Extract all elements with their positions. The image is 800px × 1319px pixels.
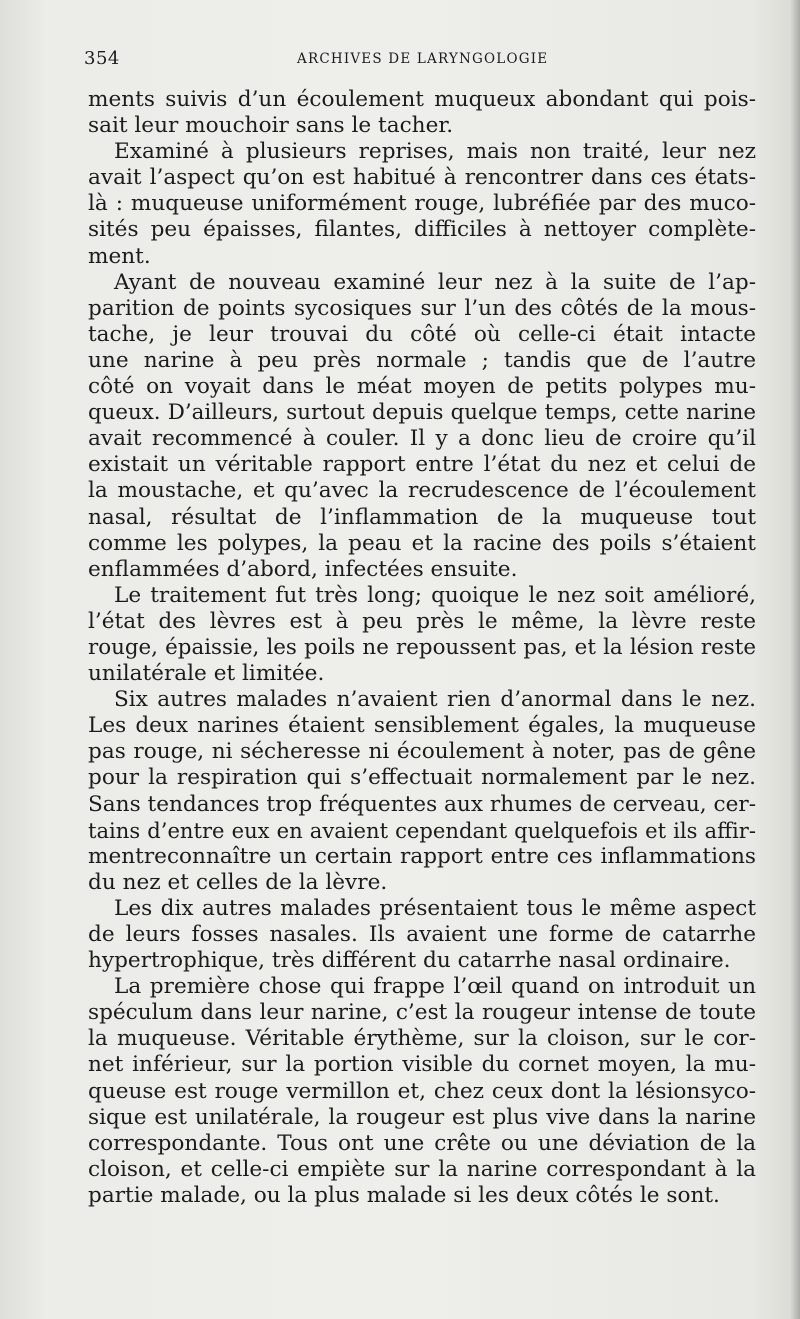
text-line: sait leur mouchoir sans le tacher. (88, 113, 454, 139)
text-line: La première chose qui frappe l’œil quand on introduit un (114, 974, 756, 1000)
text-line: queuse est rouge vermillon et, chez ceux dont la lésionsyco- (88, 1078, 756, 1104)
text-line: avait l’aspect qu’on est habitué à rencontrer dans ces états- (88, 165, 756, 191)
text-line: Les dix autres malades présentaient tous le même aspect (114, 895, 756, 921)
text-line: ment. (88, 243, 151, 269)
text-line: Ayant de nouveau examiné leur nez à la suite de l’ap- (114, 269, 756, 295)
text-line: Le traitement fut très long; quoique le nez soit amélioré, (114, 582, 756, 608)
text-line: Six autres malades n’avaient rien d’anormal dans le nez. (114, 687, 756, 713)
body-text (88, 87, 756, 1209)
text-line: parition de points sycosiques sur l’un des côtés de la mous- (88, 295, 756, 321)
text-line: Les deux narines étaient sensiblement égales, la muqueuse (88, 713, 756, 739)
text-line: cloison, et celle-ci empiète sur la narine correspondant à la (88, 1156, 756, 1182)
text-line: la muqueuse. Véritable érythème, sur la cloison, sur le cor- (88, 1026, 756, 1052)
text-line: enflammées d’abord, infectées ensuite. (88, 556, 518, 582)
text-line: tains d’entre eux en avaient cependant quelquefois et ils affir- (88, 817, 756, 843)
text-line: avait recommencé à couler. Il y a donc lieu de croire qu’il (88, 426, 756, 452)
text-line: côté on voyait dans le méat moyen de petits polypes mu- (88, 374, 756, 400)
text-line: du nez et celles de la lèvre. (88, 869, 388, 895)
text-line: Sans tendances trop fréquentes aux rhumes de cerveau, cer- (88, 791, 756, 817)
text-line: mentreconnaître un certain rapport entre ces inflammations (88, 843, 756, 869)
text-line: sités peu épaisses, filantes, difficiles à nettoyer complète- (88, 217, 756, 243)
text-line: correspondante. Tous ont une crête ou une déviation de la (88, 1130, 756, 1156)
text-line: existait un véritable rapport entre l’état du nez et celui de (88, 452, 756, 478)
text-line: tache, je leur trouvai du côté où celle-ci était intacte (88, 321, 756, 347)
text-line: pour la respiration qui s’effectuait normalement par le nez. (88, 765, 756, 791)
text-line: pas rouge, ni sécheresse ni écoulement à noter, pas de gêne (88, 739, 756, 765)
text-line: unilatérale et limitée. (88, 661, 325, 687)
text-line: de leurs fosses nasales. Ils avaient une forme de catarrhe (88, 922, 756, 947)
text-line: ments suivis d’un écoulement muqueux abondant qui pois- (88, 87, 756, 112)
text-line: rouge, épaissie, les poils ne repoussent pas, et la lésion reste (88, 634, 756, 660)
text-line: net inférieur, sur la portion visible du cornet moyen, la mu- (88, 1052, 756, 1078)
text-line: queux. D’ailleurs, surtout depuis quelque temps, cette narine (88, 400, 756, 426)
text-line: l’état des lèvres est à peu près le même, la lèvre reste (88, 608, 756, 634)
text-line: Examiné à plusieurs reprises, mais non traité, leur nez (114, 139, 756, 165)
text-line: partie malade, ou la plus malade si les deux côtés le sont. (88, 1182, 720, 1208)
text-line: la moustache, et qu’avec la recrudescence de l’écoulement (88, 478, 756, 504)
text-line: comme les polypes, la peau et la racine des poils s’étaient (88, 530, 756, 556)
text-line: une narine à peu près normale ; tandis que de l’autre (88, 347, 756, 373)
text-line: là : muqueuse uniformément rouge, lubréfiée par des muco- (88, 191, 756, 217)
text-line: spéculum dans leur narine, c’est la rougeur intense de toute (88, 1000, 756, 1026)
running-head (84, 48, 756, 74)
text-line: nasal, résultat de l’inflammation de la muqueuse tout (88, 504, 756, 530)
journal-title: ARCHIVES DE LARYNGOLOGIE (297, 51, 549, 67)
text-line: hypertrophique, très différent du catarrhe nasal ordinaire. (88, 948, 731, 974)
text-line: sique est unilatérale, la rougeur est plus vive dans la narine (88, 1104, 756, 1130)
page-number: 354 (84, 48, 120, 69)
